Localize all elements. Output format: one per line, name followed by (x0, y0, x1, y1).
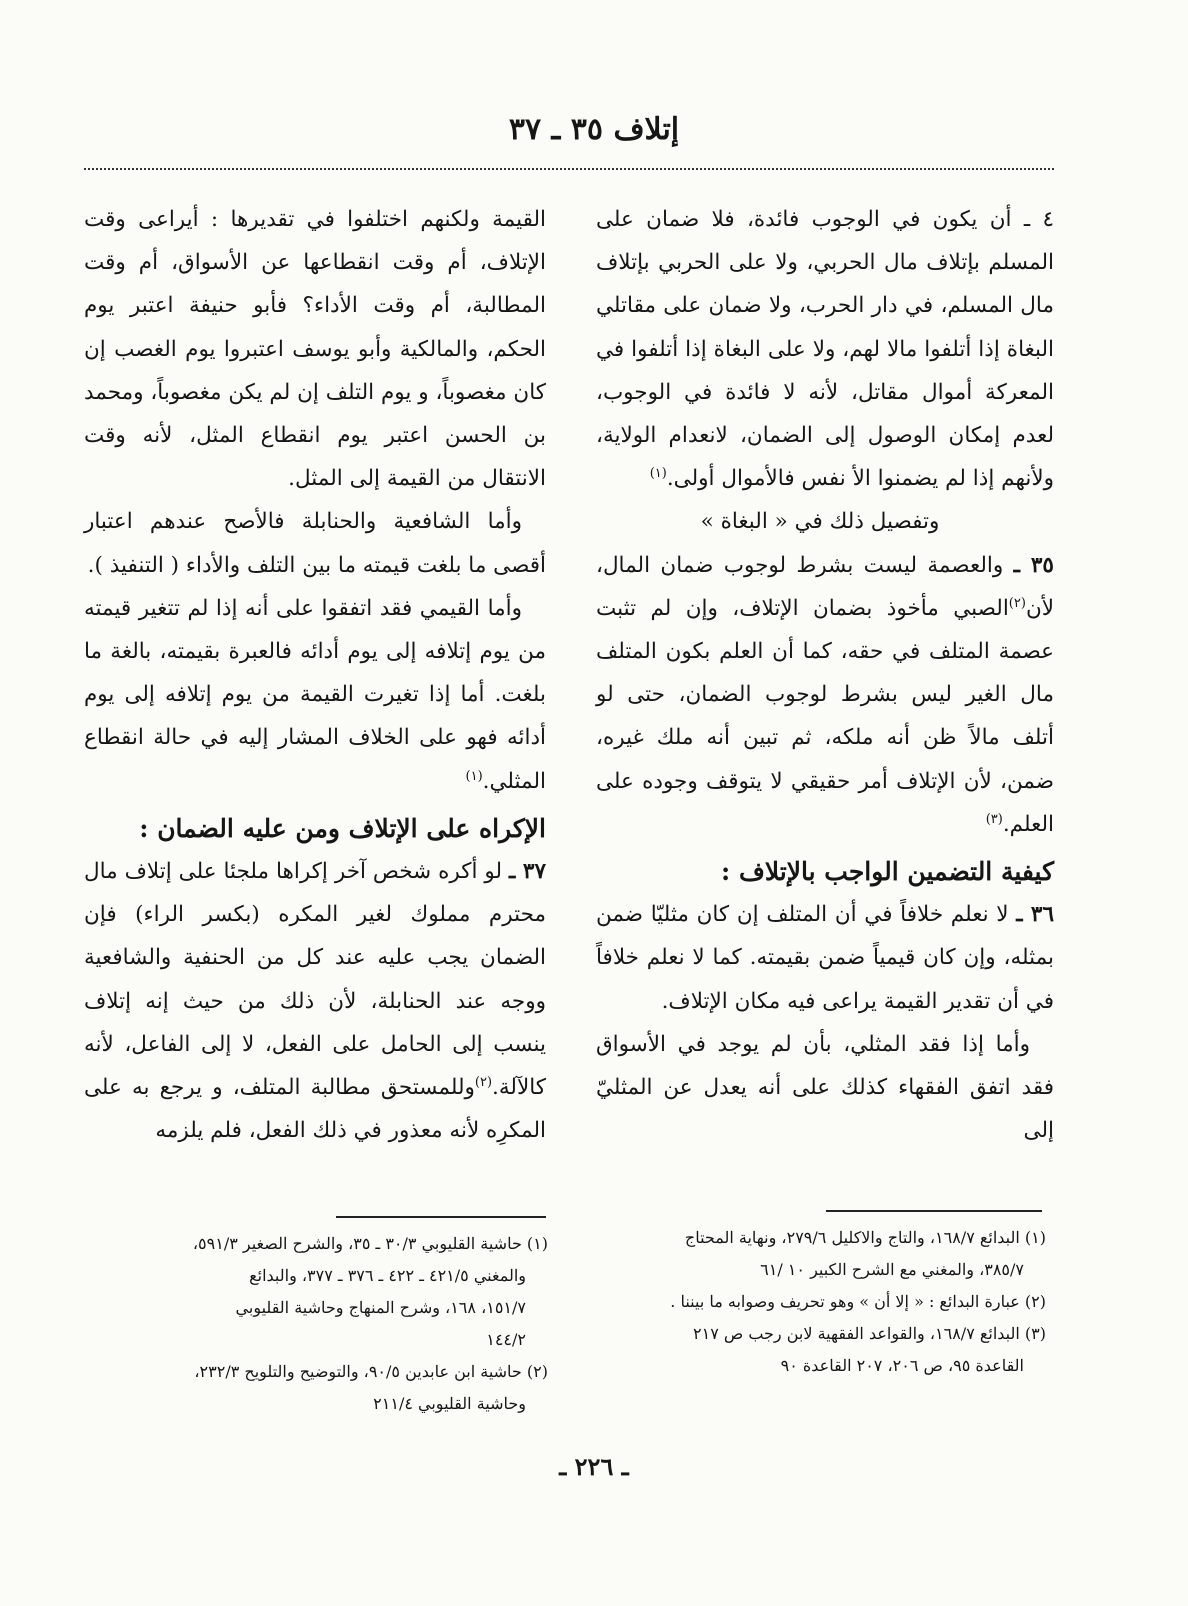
left-column (84, 198, 546, 1152)
paragraph: ٤ ـ أن يكون في الوجوب فائدة، فلا ضمان على المسلم بإتلاف مال الحربي، ولا على الحربي بإتلاف مال المسلم، في دار الحرب، ولا ضمان على مقاتلي البغاة إذا أتلفوا مالا لهم، ولا على البغاة إذا أتلفوا في المعركة أموال مقاتل، لأنه لا فائدة في الوجوب، لعدم إمكان الوصول إلى الضمان، لانعدام الولاية، ولأنهم إذا لم يضمنوا الأ نفس فالأموال أولى.$^{(١)}$ (596, 207, 1054, 492)
section-number: ٣٥ ـ (1013, 552, 1054, 578)
footnotes-left (84, 1228, 548, 1420)
right-column (596, 198, 1054, 1152)
section-number: ٣٧ ـ (508, 859, 546, 885)
paragraph-35: ٣٥ ـ والعصمة ليست بشرط لوجوب ضمان المال، لأن$^{(٢)}$الصبي مأخوذ بضمان الإتلاف، وإن لم تثبت عصمة المتلف في حقه، كما أن العلم بكون المتلف مال الغير ليس بشرط لوجوب الضمان، حتى لو أتلف مالاً ظن أنه ملكه، ثم تبين أنه ملك غيره، ضمن، لأن الإتلاف أمر حقيقي لا يتوقف وجوده على العلم.$^{(٣)}$ (596, 552, 1054, 837)
footnotes-right (590, 1222, 1046, 1382)
footnote-ref: (٢) (474, 1074, 493, 1090)
page-number: ـ ٢٢٦ ـ (559, 1452, 629, 1481)
footnote: (١) البدائع ١٦٨/٧، والتاج والاكليل ٢٧٩/٦، ونهاية المحتاج (684, 1228, 1046, 1247)
footnote: (٢) حاشية ابن عابدين ٩٠/٥، والتوضيح والتلويح ٢٣٢/٣، (194, 1362, 548, 1381)
footnote-ref: (٢) (1008, 595, 1026, 611)
footnote-divider (826, 1210, 1042, 1212)
footnote-continuation: والمغني ٤٢١/٥ ـ ٤٢٢ ـ ٣٧٦ ـ ٣٧٧، والبدائع (249, 1266, 526, 1285)
footnote: (٢) عبارة البدائع : « إلا أن » وهو تحريف وصوابه ما بيننا . (670, 1292, 1046, 1311)
section-heading: كيفية التضمين الواجب بالإتلاف : (721, 857, 1054, 887)
footnote: (١) حاشية القليوبي ٣٠/٣ ـ ٣٥، والشرح الصغير ٥٩١/٣، (192, 1234, 548, 1253)
footnote-ref: (٣) (985, 811, 1003, 827)
footnote-continuation: القاعدة ٩٥، ص ٢٠٦، ٢٠٧ القاعدة ٩٠ (780, 1356, 1024, 1375)
section-number: ٣٦ ـ (1016, 902, 1054, 928)
footnote-ref: (١) (649, 466, 667, 482)
paragraph: وأما إذا فقد المثلي، بأن لم يوجد في الأسواق فقد اتفق الفقهاء كذلك على أنه يعدل عن المثليّ إلى (596, 1031, 1054, 1144)
footnote-continuation: ١٤٤/٢ (486, 1330, 526, 1349)
paragraph-37: ٣٧ ـ لو أكره شخص آخر إكراها ملجئا على إتلاف مال محترم مملوك لغير المكره (بكسر الراء) فإن الضمان يجب عليه عند كل من الحنفية والشافعية ووجه عند الحنابلة، لأن ذلك من حيث إنه إتلاف ينسب إلى الحامل على الفعل، لا إلى الفاعل، لأنه كالآلة.$^{(٢)}$وللمستحق مطالبة المتلف، و يرجع به على المكرِه لأنه معذور في ذلك الفعل، فلم يلزمه (84, 859, 546, 1144)
section-heading: الإكراه على الإتلاف ومن عليه الضمان : (139, 813, 546, 843)
footnote-continuation: وحاشية القليوبي ٢١١/٤ (373, 1394, 526, 1413)
footnote: (٣) البدائع ١٦٨/٧، والقواعد الفقهية لابن رجب ص ٢١٧ (693, 1324, 1046, 1343)
footnote-continuation: ١٥١/٧، ١٦٨، وشرح المنهاج وحاشية القليوبي (235, 1298, 526, 1317)
paragraph-36: ٣٦ ـ لا نعلم خلافاً في أن المتلف إن كان مثليّا ضمن بمثله، وإن كان قيمياً ضمن بقيمته. كما لا نعلم خلافاً في أن تقدير القيمة يراعى فيه مكان الإتلاف. (596, 902, 1054, 1014)
header-divider (84, 168, 1054, 170)
paragraph-cross-reference: وتفصيل ذلك في « البغاة » (700, 509, 940, 535)
paragraph: وأما القيمي فقد اتفقوا على أنه إذا لم تتغير قيمته من يوم إتلافه إلى يوم أدائه فالعبرة بقيمته، بالغة ما بلغت. أما إذا تغيرت القيمة من يوم إتلافه إلى يوم أدائه فهو على الخلاف المشار إليه في حالة انقطاع المثلي.$^{(١)}$ (84, 595, 546, 794)
paragraph: القيمة ولكنهم اختلفوا في تقديرها : أيراعى وقت الإتلاف، أم وقت انقطاعها عن الأسواق، أم وقت المطالبة، أم وقت الأداء؟ فأبو حنيفة اعتبر يوم الحكم، والمالكية وأبو يوسف اعتبروا يوم الغصب إن كان مغصوباً، و يوم التلف إن لم يكن مغصوباً، ومحمد بن الحسن اعتبر يوم انقطاع المثل، لأنه وقت الانتقال من القيمة إلى المثل. (84, 207, 546, 492)
page-title: إتلاف ٣٥ ـ ٣٧ (508, 112, 680, 147)
paragraph: وأما الشافعية والحنابلة فالأصح عندهم اعتبار أقصى ما بلغت قيمته ما بين التلف والأداء ( التنفيذ ). (84, 509, 546, 578)
footnote-divider (336, 1216, 546, 1218)
footnote-ref: (١) (465, 768, 483, 784)
footnote-continuation: ٣٨٥/٧، والمغني مع الشرح الكبير ١٠ /٦١ (760, 1260, 1024, 1279)
